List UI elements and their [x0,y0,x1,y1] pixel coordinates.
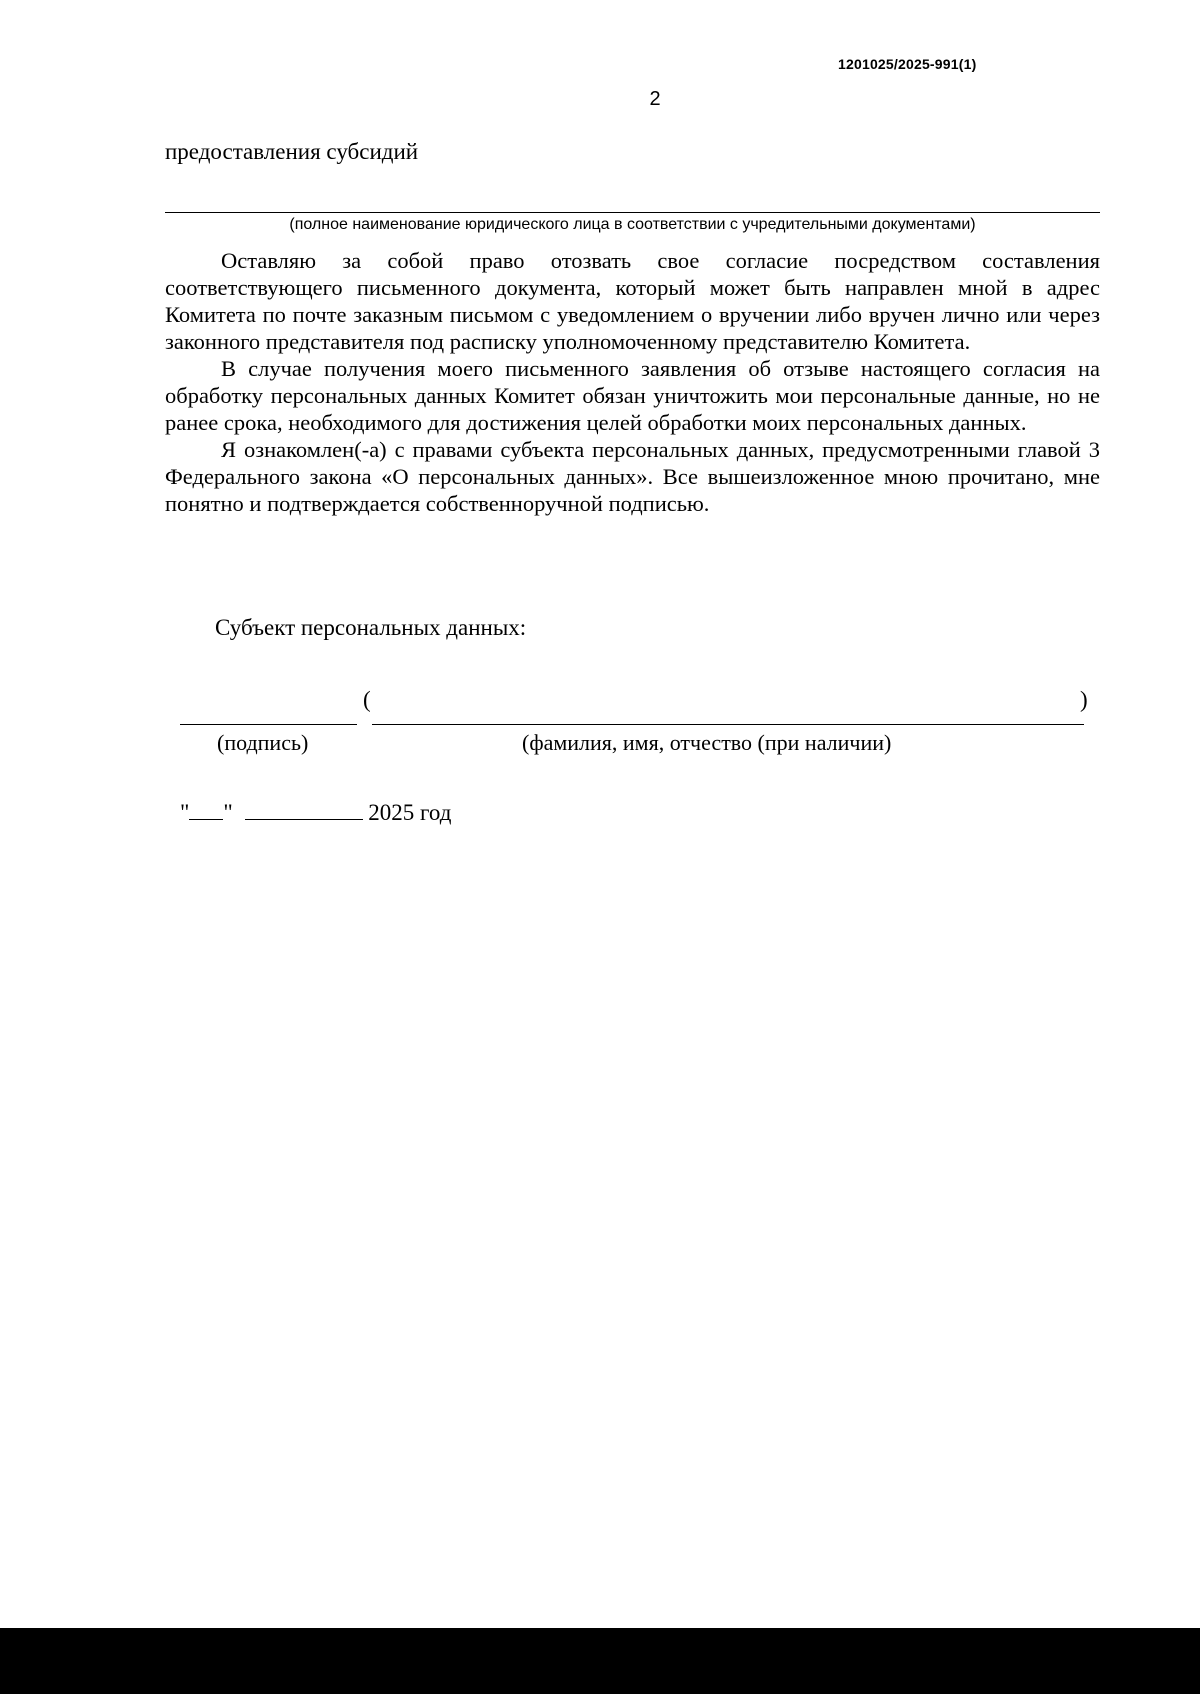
consent-body-text [165,247,1100,517]
month-blank [245,801,363,820]
date-quote-open: " [180,800,190,825]
name-paren-open: ( [363,687,371,712]
subject-label: Субъект персональных данных: [215,615,527,640]
day-blank [189,801,223,820]
paragraph-withdrawal-right: Оставляю за собой право отозвать свое согласие посредством составления соответствующего письменного документа, который может быть направлен мной в адрес Комитета по почте заказным письмом с уведомлением о вручении либо вручен лично или через законного представителя под расписку уполномоченному представителю Комитета. [165,248,1100,354]
document-id: 1201025/2025-991(1) [838,56,977,72]
name-paren-close: ) [1080,687,1088,712]
signature-caption: (подпись) [217,730,309,755]
signature-line [180,724,357,725]
full-name-line [372,724,1084,725]
date-quote-close: " [223,800,233,825]
full-name-caption: (фамилия, имя, отчество (при наличии) [522,730,892,755]
scan-border-bar [0,1628,1200,1694]
date-row [180,800,451,826]
organization-name-caption: (полное наименование юридического лица в соответствии с учредительными документами) [289,216,976,233]
date-year: 2025 год [368,800,452,825]
paragraph-acknowledgement: Я ознакомлен(-а) с правами субъекта персональных данных, предусмотренными главой 3 Федерального закона «О персональных данных». Все вышеизложенное мною прочитано, мне понятно и подтверждается собственноручной подписью. [165,437,1100,516]
organization-name-line [165,212,1100,213]
heading-fragment: предоставления субсидий [165,139,419,164]
page-number: 2 [649,88,661,110]
paragraph-data-destruction: В случае получения моего письменного заявления об отзыве настоящего согласия на обработку персональных данных Комитет обязан уничтожить мои персональные данные, но не ранее срока, необходимого для достижения целей обработки моих персональных данных. [165,356,1100,435]
